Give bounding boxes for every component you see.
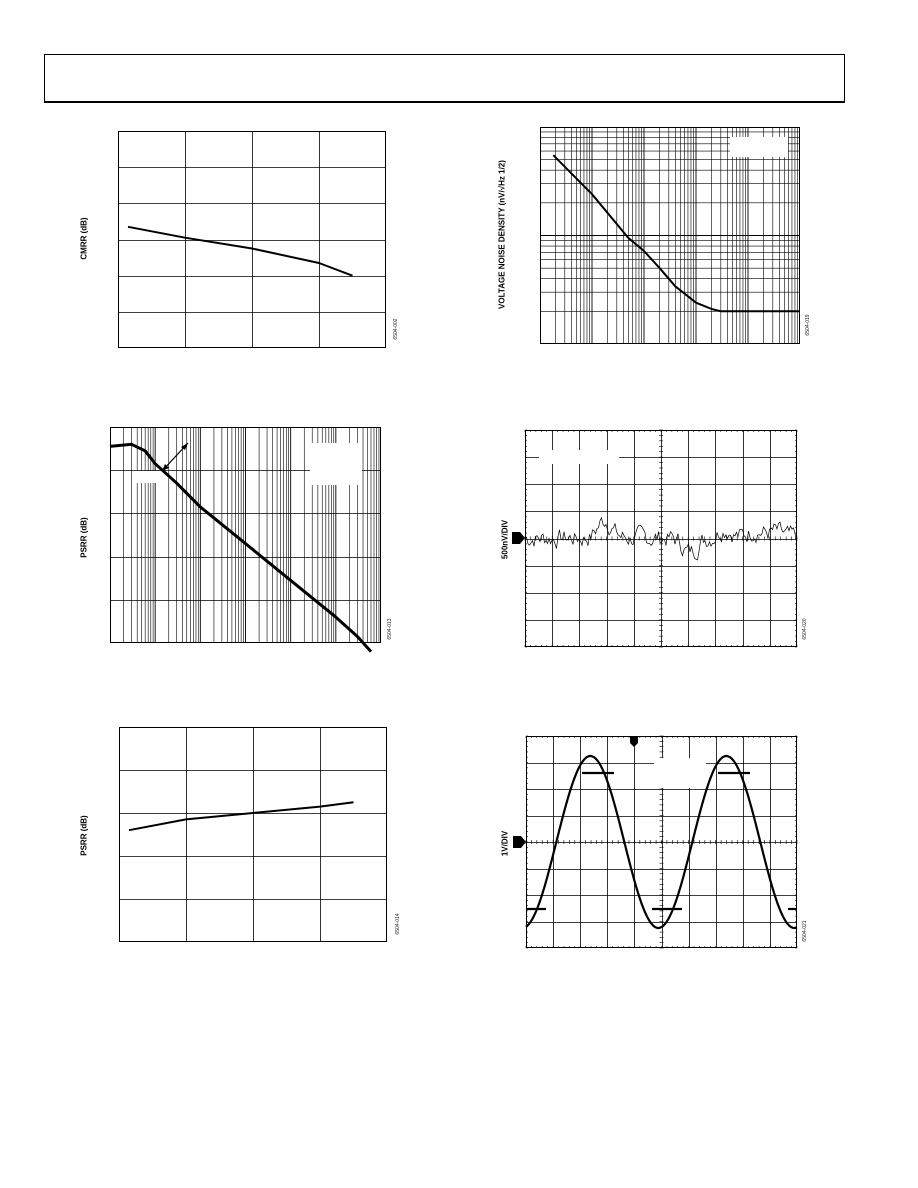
psrr-temperature-y-axis-label: PSRR (dB) [79, 815, 89, 856]
label-blank [654, 758, 706, 788]
noise-density-y-axis-label: VOLTAGE NOISE DENSITY (nV/√Hz 1/2) [497, 160, 507, 309]
clipping-scope-y-axis-label: 1V/DIV [500, 830, 510, 857]
noise-scope-chart [525, 430, 797, 647]
ground-marker [513, 836, 526, 848]
trigger-marker [630, 737, 638, 747]
legend-blank [730, 137, 788, 157]
plot-frame [120, 728, 387, 942]
clipping-scope-figure-id: 6504-021 [802, 920, 808, 942]
annotation-blank [134, 471, 168, 483]
psrr-temperature-chart [119, 727, 387, 942]
cmrr-figure-id: 6504-002 [393, 318, 399, 340]
psrr-temperature-figure-id: 6504-014 [395, 913, 401, 935]
psrr-frequency-figure-id: 6504-013 [387, 618, 393, 640]
noise-scope-figure-id: 6504-020 [802, 618, 808, 640]
psrr-frequency-y-axis-label: PSRR (dB) [79, 517, 89, 558]
ground-marker [512, 532, 525, 544]
cmrr-chart [118, 131, 386, 348]
psrr-frequency-chart [110, 427, 381, 643]
clipping-scope-chart [526, 736, 797, 948]
cmrr-y-axis-label: CMRR (dB) [79, 217, 89, 260]
noise-density-chart [540, 127, 800, 344]
legend-blank [310, 443, 362, 485]
series-line [129, 802, 354, 830]
plot-frame [119, 132, 386, 348]
noise-scope-y-axis-label: 500nV/DIV [500, 519, 510, 560]
label-blank [539, 450, 619, 464]
page-header-box [44, 54, 845, 103]
series-line [128, 227, 353, 276]
series-line [553, 155, 800, 311]
noise-density-figure-id: 6504-019 [805, 314, 811, 336]
